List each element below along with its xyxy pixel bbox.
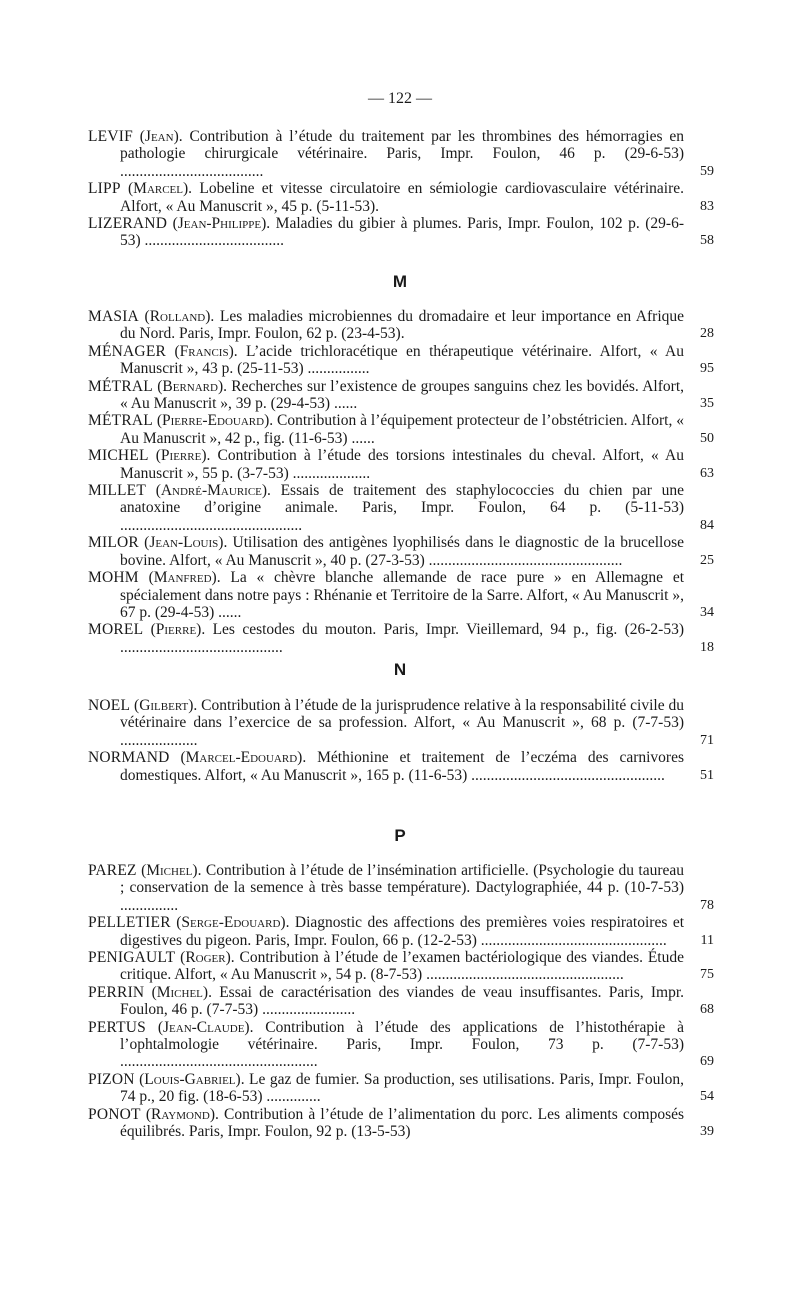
entry-surname: MASIA <box>88 308 139 325</box>
entry-surname: MÉNAGER <box>88 342 167 360</box>
entry-firstname: (Pierre) <box>150 621 202 639</box>
entry-number: 59 <box>700 163 714 179</box>
list-item <box>88 378 714 413</box>
list-item <box>88 1106 714 1141</box>
entry-surname: NORMAND <box>88 749 170 767</box>
entry-number: 95 <box>700 361 714 377</box>
entry-firstname: (Bernard) <box>157 377 224 395</box>
list-item <box>88 534 714 569</box>
entry-firstname: (Rolland) <box>144 308 211 325</box>
entry-firstname: (Pierre) <box>155 447 207 465</box>
entry-text: . Essais de traitement des staphylococcies du chien par une anatoxine d’origine animale. Paris, Impr. Foulon, 64 p. (5-11-53) ............................................... <box>120 482 684 534</box>
entry-surname: PIZON <box>88 1070 135 1088</box>
entry-surname: MÉTRAL <box>88 412 153 430</box>
entry-text: . L’acide trichloracétique en thérapeutique vétérinaire. Alfort, « Au Manuscrit », 43 p. (25-11-53) ................ <box>120 342 684 378</box>
entry-number: 35 <box>700 396 714 412</box>
entry-number: 51 <box>700 767 714 783</box>
entry-text: . Diagnostic des affections des premières voies respiratoires et digestives du pigeon. Paris, Impr. Foulon, 66 p. (12-2-53) ................................................ <box>120 914 684 949</box>
list-item <box>88 569 714 621</box>
entry-number: 54 <box>700 1089 714 1105</box>
entry-firstname: (Marcel) <box>128 180 189 198</box>
section-p <box>88 862 714 1141</box>
entry-number: 58 <box>700 233 714 249</box>
list-item <box>88 697 714 749</box>
entry-surname: LEVIF <box>88 128 133 145</box>
entry-surname: MOREL <box>88 621 144 639</box>
entry-firstname: (Jean-Louis) <box>144 534 224 552</box>
entry-firstname: (Jean) <box>139 128 179 145</box>
section-letter-p: P <box>394 826 406 845</box>
list-item <box>88 984 714 1019</box>
entry-firstname: (Marcel-Edouard) <box>180 749 303 767</box>
list-item <box>88 862 714 914</box>
entry-surname: PONOT <box>88 1105 141 1123</box>
section-letter-n: N <box>393 660 407 679</box>
entry-number: 78 <box>700 897 714 913</box>
entry-firstname: (Francis) <box>174 342 234 360</box>
entry-firstname: (Manfred) <box>148 569 217 587</box>
section-n <box>88 697 714 784</box>
entry-text: . Méthionine et traitement de l’eczéma des carnivores domestiques. Alfort, « Au Manuscrit », 165 p. (11-6-53) .................................................. <box>120 749 685 784</box>
entry-firstname: (Raymond) <box>145 1105 215 1123</box>
entry-surname: MOHM <box>88 569 139 587</box>
entry-surname: PERRIN <box>88 983 145 1001</box>
entry-firstname: (Louis-Gabriel) <box>139 1070 241 1088</box>
entry-firstname: (Jean-Claude) <box>157 1018 250 1036</box>
entry-number: 71 <box>700 732 714 748</box>
entry-text: . Essai de caractérisation des viandes de veau insuffisantes. Paris, Impr. Foulon, 46 p. (7-7-53) ........................ <box>120 983 684 1019</box>
entry-firstname: (Serge-Edouard) <box>176 914 286 932</box>
entry-surname: NOEL <box>88 697 131 714</box>
list-item <box>88 621 714 656</box>
entry-number: 83 <box>700 198 714 214</box>
list-item <box>88 215 714 250</box>
list-item <box>88 1019 714 1071</box>
entry-number: 34 <box>700 604 714 620</box>
list-item <box>88 914 714 949</box>
entry-number: 18 <box>700 639 714 655</box>
entry-number: 63 <box>700 465 714 481</box>
list-item <box>88 482 714 534</box>
entry-text: . Contribution à l’étude de l’alimentation du porc. Les aliments composés équilibrés. Paris, Impr. Foulon, 92 p. (13-5-53) <box>120 1105 685 1141</box>
list-item <box>88 343 714 378</box>
entry-surname: LIPP <box>88 180 121 198</box>
entry-number: 68 <box>700 1002 714 1018</box>
list-item <box>88 308 714 343</box>
entry-text: . Les maladies microbiennes du dromadaire et leur importance en Afrique du Nord. Paris, Impr. Foulon, 62 p. (23-4-53). <box>120 308 685 343</box>
entry-text: . Maladies du gibier à plumes. Paris, Impr. Foulon, 102 p. (29-6-53) .................................... <box>120 215 685 250</box>
entry-firstname: (Michel) <box>151 983 209 1001</box>
list-item <box>88 412 714 447</box>
section-m <box>88 308 714 656</box>
entry-number: 69 <box>700 1054 714 1070</box>
entry-text: . Contribution à l’étude de la jurisprudence relative à la responsabilité civile du vétérinaire dans l’exercice de sa profession. Alfort, « Au Manuscrit », 68 p. (7-7-53) .................... <box>120 697 684 749</box>
entry-surname: PAREZ <box>88 862 137 879</box>
section-letter-m: M <box>392 272 408 291</box>
entry-number: 39 <box>700 1124 714 1140</box>
entry-text: . Contribution à l’étude des applications de l’histothérapie à l’ophtalmologie vétérinaire. Paris, Impr. Foulon, 73 p. (7-7-53) ................................................... <box>120 1018 685 1071</box>
entry-firstname: (Roger) <box>180 949 231 967</box>
entry-text: . Contribution à l’étude du traitement par les thrombines des hémorragies en pathologie chirurgicale vétérinaire. Paris, Impr. Foulon, 46 p. (29-6-53) ..................................... <box>120 128 684 180</box>
section-l <box>88 128 714 250</box>
page-number: — 122 — <box>368 90 432 107</box>
entry-surname: MICHEL <box>88 447 149 465</box>
entry-surname: PENIGAULT <box>88 949 176 967</box>
list-item <box>88 1071 714 1106</box>
entry-firstname: (André-Maurice) <box>155 482 268 500</box>
entry-text: . Lobeline et vitesse circulatoire en sémiologie cardiovasculaire vétérinaire. Alfort, « Au Manuscrit », 45 p. (5-11-53). <box>120 180 684 215</box>
list-item <box>88 447 714 482</box>
entry-text: . Le gaz de fumier. Sa production, ses utilisations. Paris, Impr. Foulon, 74 p., 20 fig. (18-6-53) .............. <box>120 1070 685 1106</box>
entry-text: . La « chèvre blanche allemande de race pure » en Allemagne et spécialement dans notre pays : Rhénanie et Territoire de la Sarre. Alfort, « Au Manuscrit », 67 p. (29-4-53) ...... <box>120 569 685 621</box>
entry-surname: LIZERAND <box>88 215 168 233</box>
list-item <box>88 128 714 180</box>
entry-number: 25 <box>700 552 714 568</box>
entry-number: 28 <box>700 326 714 342</box>
list-item <box>88 749 714 784</box>
entry-text: . Contribution à l’étude de l’examen bactériologique des viandes. Étude critique. Alfort, « Au Manuscrit », 54 p. (8-7-53) ................................................... <box>120 949 684 984</box>
entry-text: . Contribution à l’étude de l’insémination artificielle. (Psychologie du taureau ; conservation de la semence à très basse température). Dactylographiée, 44 p. (10-7-53) ............... <box>120 862 684 914</box>
list-item <box>88 949 714 984</box>
entry-text: . Contribution à l’étude des torsions intestinales du cheval. Alfort, « Au Manuscrit », 55 p. (3-7-53) .................... <box>120 447 685 482</box>
entry-number: 50 <box>700 430 714 446</box>
entry-firstname: (Jean-Philippe) <box>172 215 267 233</box>
list-item <box>88 180 714 215</box>
entry-firstname: (Gilbert) <box>134 697 194 714</box>
entry-surname: PERTUS <box>88 1018 146 1036</box>
entry-number: 84 <box>700 517 714 533</box>
entry-text: . Utilisation des antigènes lyophilisés dans le diagnostic de la brucellose bovine. Alfort, « Au Manuscrit », 40 p. (27-3-53) .................................................. <box>120 534 684 569</box>
entry-surname: MILOR <box>88 534 139 552</box>
entry-number: 11 <box>700 932 714 948</box>
entry-surname: MÉTRAL <box>88 377 153 395</box>
entry-firstname: (Michel) <box>141 862 198 879</box>
entry-text: . Recherches sur l’existence de groupes sanguins chez les bovidés. Alfort, « Au Manuscrit », 39 p. (29-4-53) ...... <box>120 377 684 413</box>
entry-surname: MILLET <box>88 482 147 500</box>
entry-firstname: (Pierre-Edouard) <box>156 412 270 430</box>
entry-text: . Contribution à l’équipement protecteur de l’obstétricien. Alfort, « Au Manuscrit », 42 p., fig. (11-6-53) ...... <box>120 412 684 447</box>
entry-number: 75 <box>700 967 714 983</box>
entry-text: . Les cestodes du mouton. Paris, Impr. Vieillemard, 94 p., fig. (26-2-53) .......................................... <box>120 621 684 656</box>
entry-surname: PELLETIER <box>88 914 171 932</box>
